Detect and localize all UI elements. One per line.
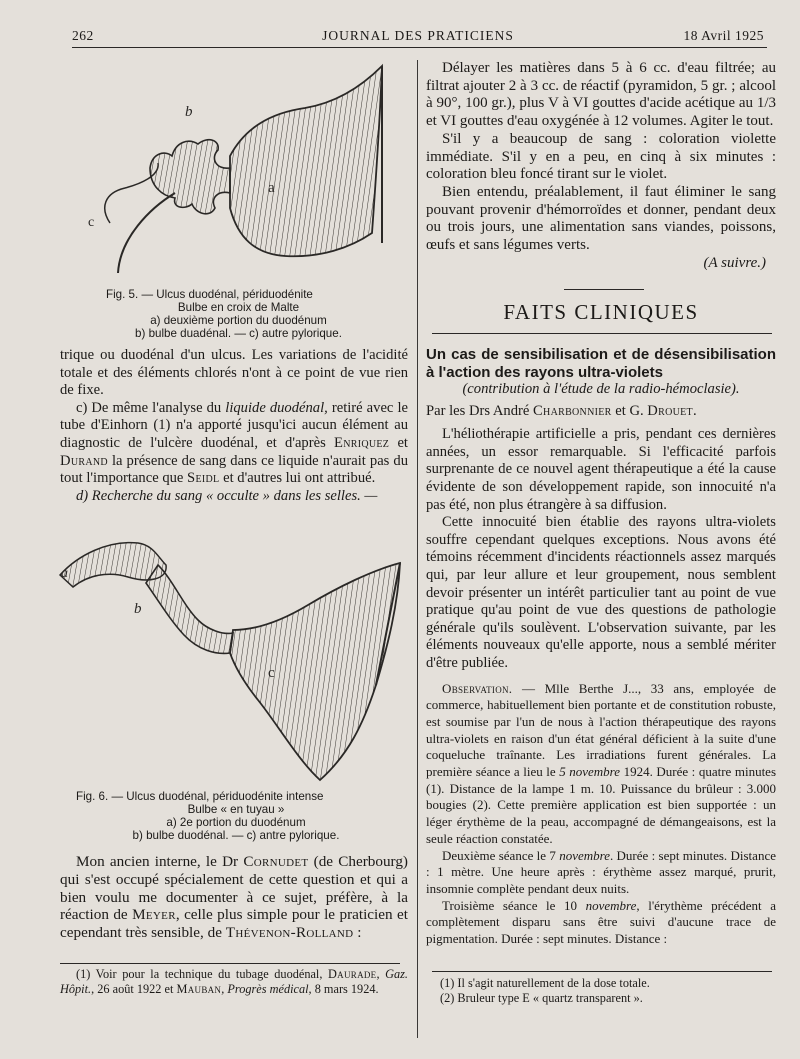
right-column-upper <box>426 60 776 272</box>
right-footnote-rule <box>432 971 772 972</box>
right-footnotes <box>440 976 770 1005</box>
footnote-tubage: (1) Voir pour la technique du tubage duodénal, Daurade, Gaz. Hôpit., 26 août 1922 et Mauban, Progrès médical, 8 mars 1924. <box>60 967 408 996</box>
fig6-caption-line-4: b) bulbe duodénal. — c) antre pylorique. <box>132 829 340 842</box>
fig5-caption-line-2: Bulbe en croix de Malte <box>177 301 300 314</box>
page-header <box>72 24 764 46</box>
figure-6-drawing <box>58 525 408 785</box>
observation-block <box>426 681 776 948</box>
fig5-caption-line-4: b) bulbe duadénal. — c) autre pylorique. <box>135 327 342 340</box>
para-acidite: trique ou duodénal d'un ulcus. Les variations de l'acidité totale et des éléments chlorés n'ont à ce point de vue rien de fixe. <box>60 347 408 399</box>
fig6-caption-line-3: a) 2e portion du duodénum <box>166 816 306 829</box>
para-troisieme-seance: Troisième séance le 10 novembre, l'érythème précédent a complètement disparu sans être suivi d'aucune trace de pigmentation. Durée : sept minutes. Distance : <box>426 897 776 947</box>
column-divider <box>417 60 418 1038</box>
article-subtitle: (contribution à l'étude de la radio-hémoclasie). <box>462 381 740 397</box>
fig6-label-c: c <box>268 665 275 681</box>
article-block <box>426 346 776 948</box>
fig6-caption-line-2: Bulbe « en tuyau » <box>187 803 285 816</box>
issue-date: 18 Avril 1925 <box>683 28 764 43</box>
para-deuxieme-seance: Deuxième séance le 7 novembre. Durée : sept minutes. Distance : 1 mètre. Une heure après : érythème assez marqué, prurit, insomnie complète pendant deux nuits. <box>426 847 776 896</box>
para-sang-coloration: S'il y a beaucoup de sang : coloration violette immédiate. S'il y en a peu, en cinq à six minutes : coloration bleu foncé tirant sur le violet. <box>426 130 776 183</box>
para-innocuite: Cette innocuité bien établie des rayons ultra-violets souffre cependant quelques exceptions. Nous avons été témoins récemment d'incidents réactionnels assez marqués qui, par leur allure et leur groupement, nous semblent devoir présenter un intérêt particulier tant au point de vue pratique qu'au point de vue des questions de pathologie générale qu'ils soulèvent. L'observation suivante, par les éléments nouveaux qu'elle apporte, nous a semblé mériter d'être publiée. <box>426 514 776 671</box>
para-liquide-duodenal: c) De même l'analyse du liquide duodénal, retiré avec le tube d'Einhorn (1) n'a apporté jusqu'ici aucun élément au diagnostic de l'ulcère duodénal, et d'après Enriquez et Durand la présence de sang dans ce liquide n'aurait pas du tout l'importance que Seidl et d'autres lui ont attribué. <box>60 399 408 487</box>
section-rule-top <box>564 289 644 290</box>
section-title: FAITS CLINIQUES <box>503 300 699 324</box>
article-byline: Par les Drs André Charbonnier et G. Drouet. <box>426 402 697 419</box>
fig6-label-b: b <box>134 601 142 617</box>
para-ancien-interne: Mon ancien interne, le Dr Cornudet (de Cherbourg) qui s'est occupé spécialement de cette question et qui a bien voulu me documenter à ce sujet, préfère, à la réaction de Meyer, celle plus simple pour le praticien et cependant très sensible, de Thévenon-Rolland : <box>60 853 408 942</box>
fig5-label-a: a <box>268 180 275 196</box>
left-footnote-rule <box>60 963 400 964</box>
fig5-caption-line-1: Fig. 5. — Ulcus duodénal, périduodénite <box>106 288 313 301</box>
fig5-caption-line-3: a) deuxième portion du duodénum <box>150 314 327 327</box>
para-observation: Observation. — Mlle Berthe J..., 33 ans, employée de commerce, habituellement bien portante et de constitution robuste, est soumise par l'un de nous à l'action thérapeutique des rayons ultra-violets en raison d'un état général déficient à la suite d'une coqueluche traînante. Les irradiations furent générales. La première séance a lieu le 5 novembre 1924. Durée : quatre minutes (1). Distance de la lampe 1 m. 10. Puissance du brûleur : 3.000 bougies (2). Cette première application est bien supportée : un léger érythème de la peau, accompagné de démangeaisons, est la seule réaction constatée. <box>426 680 777 846</box>
page-number: 262 <box>72 28 94 43</box>
left-column-upper <box>60 347 408 505</box>
figure-5-drawing <box>80 58 400 283</box>
para-recherche-sang: d) Recherche du sang « occulte » dans les selles. — <box>76 487 378 504</box>
para-bien-entendu: Bien entendu, préalablement, il faut éliminer le sang pouvant provenir d'hémorroïdes et donner, pendant deux ou trois jours, une alimentation sans viandes, poissons, œufs et sans légumes verts. <box>426 183 776 254</box>
footnote-dose: (1) Il s'agit naturellement de la dose totale. <box>440 976 650 990</box>
fig5-label-b: b <box>185 104 193 120</box>
left-column-lower <box>60 853 408 942</box>
left-footnote <box>60 967 408 996</box>
article-title: Un cas de sensibilisation et de désensibilisation à l'action des rayons ultra-violets <box>426 346 776 381</box>
footnote-bruleur: (2) Bruleur type E « quartz transparent ». <box>440 990 643 1005</box>
fig5-label-c: c <box>88 215 95 230</box>
figure-5-caption <box>106 288 371 340</box>
fig6-caption-line-1: Fig. 6. — Ulcus duodénal, périduodénite intense <box>76 790 324 803</box>
a-suivre: (A suivre.) <box>703 254 766 271</box>
fig6-label-a: a <box>61 566 68 581</box>
figure-6-caption <box>76 790 396 842</box>
header-rule <box>72 47 767 48</box>
journal-title: JOURNAL DES PRATICIENS <box>322 28 514 43</box>
para-heliotherapie: L'héliothérapie artificielle a pris, pendant ces dernières années, un essor remarquable. Si l'efficacité parfois surprenante de ce nouvel agent thérapeutique a été la cause évidente de son développement rapide, son innocuité n'a pas été, non plus étrangère à sa diffusion. <box>426 426 776 513</box>
para-delayer: Délayer les matières dans 5 à 6 cc. d'eau filtrée; au filtrat ajouter 2 à 3 cc. de réactif (pyramidon, 5 gr. ; alcool à 90°, 100 gr.), plus V à VI gouttes d'acide acétique au 1/3 et VI gouttes d'eau oxygénée à 12 volumes. Agiter le tout. <box>426 60 776 130</box>
section-rule-bottom <box>432 333 772 334</box>
